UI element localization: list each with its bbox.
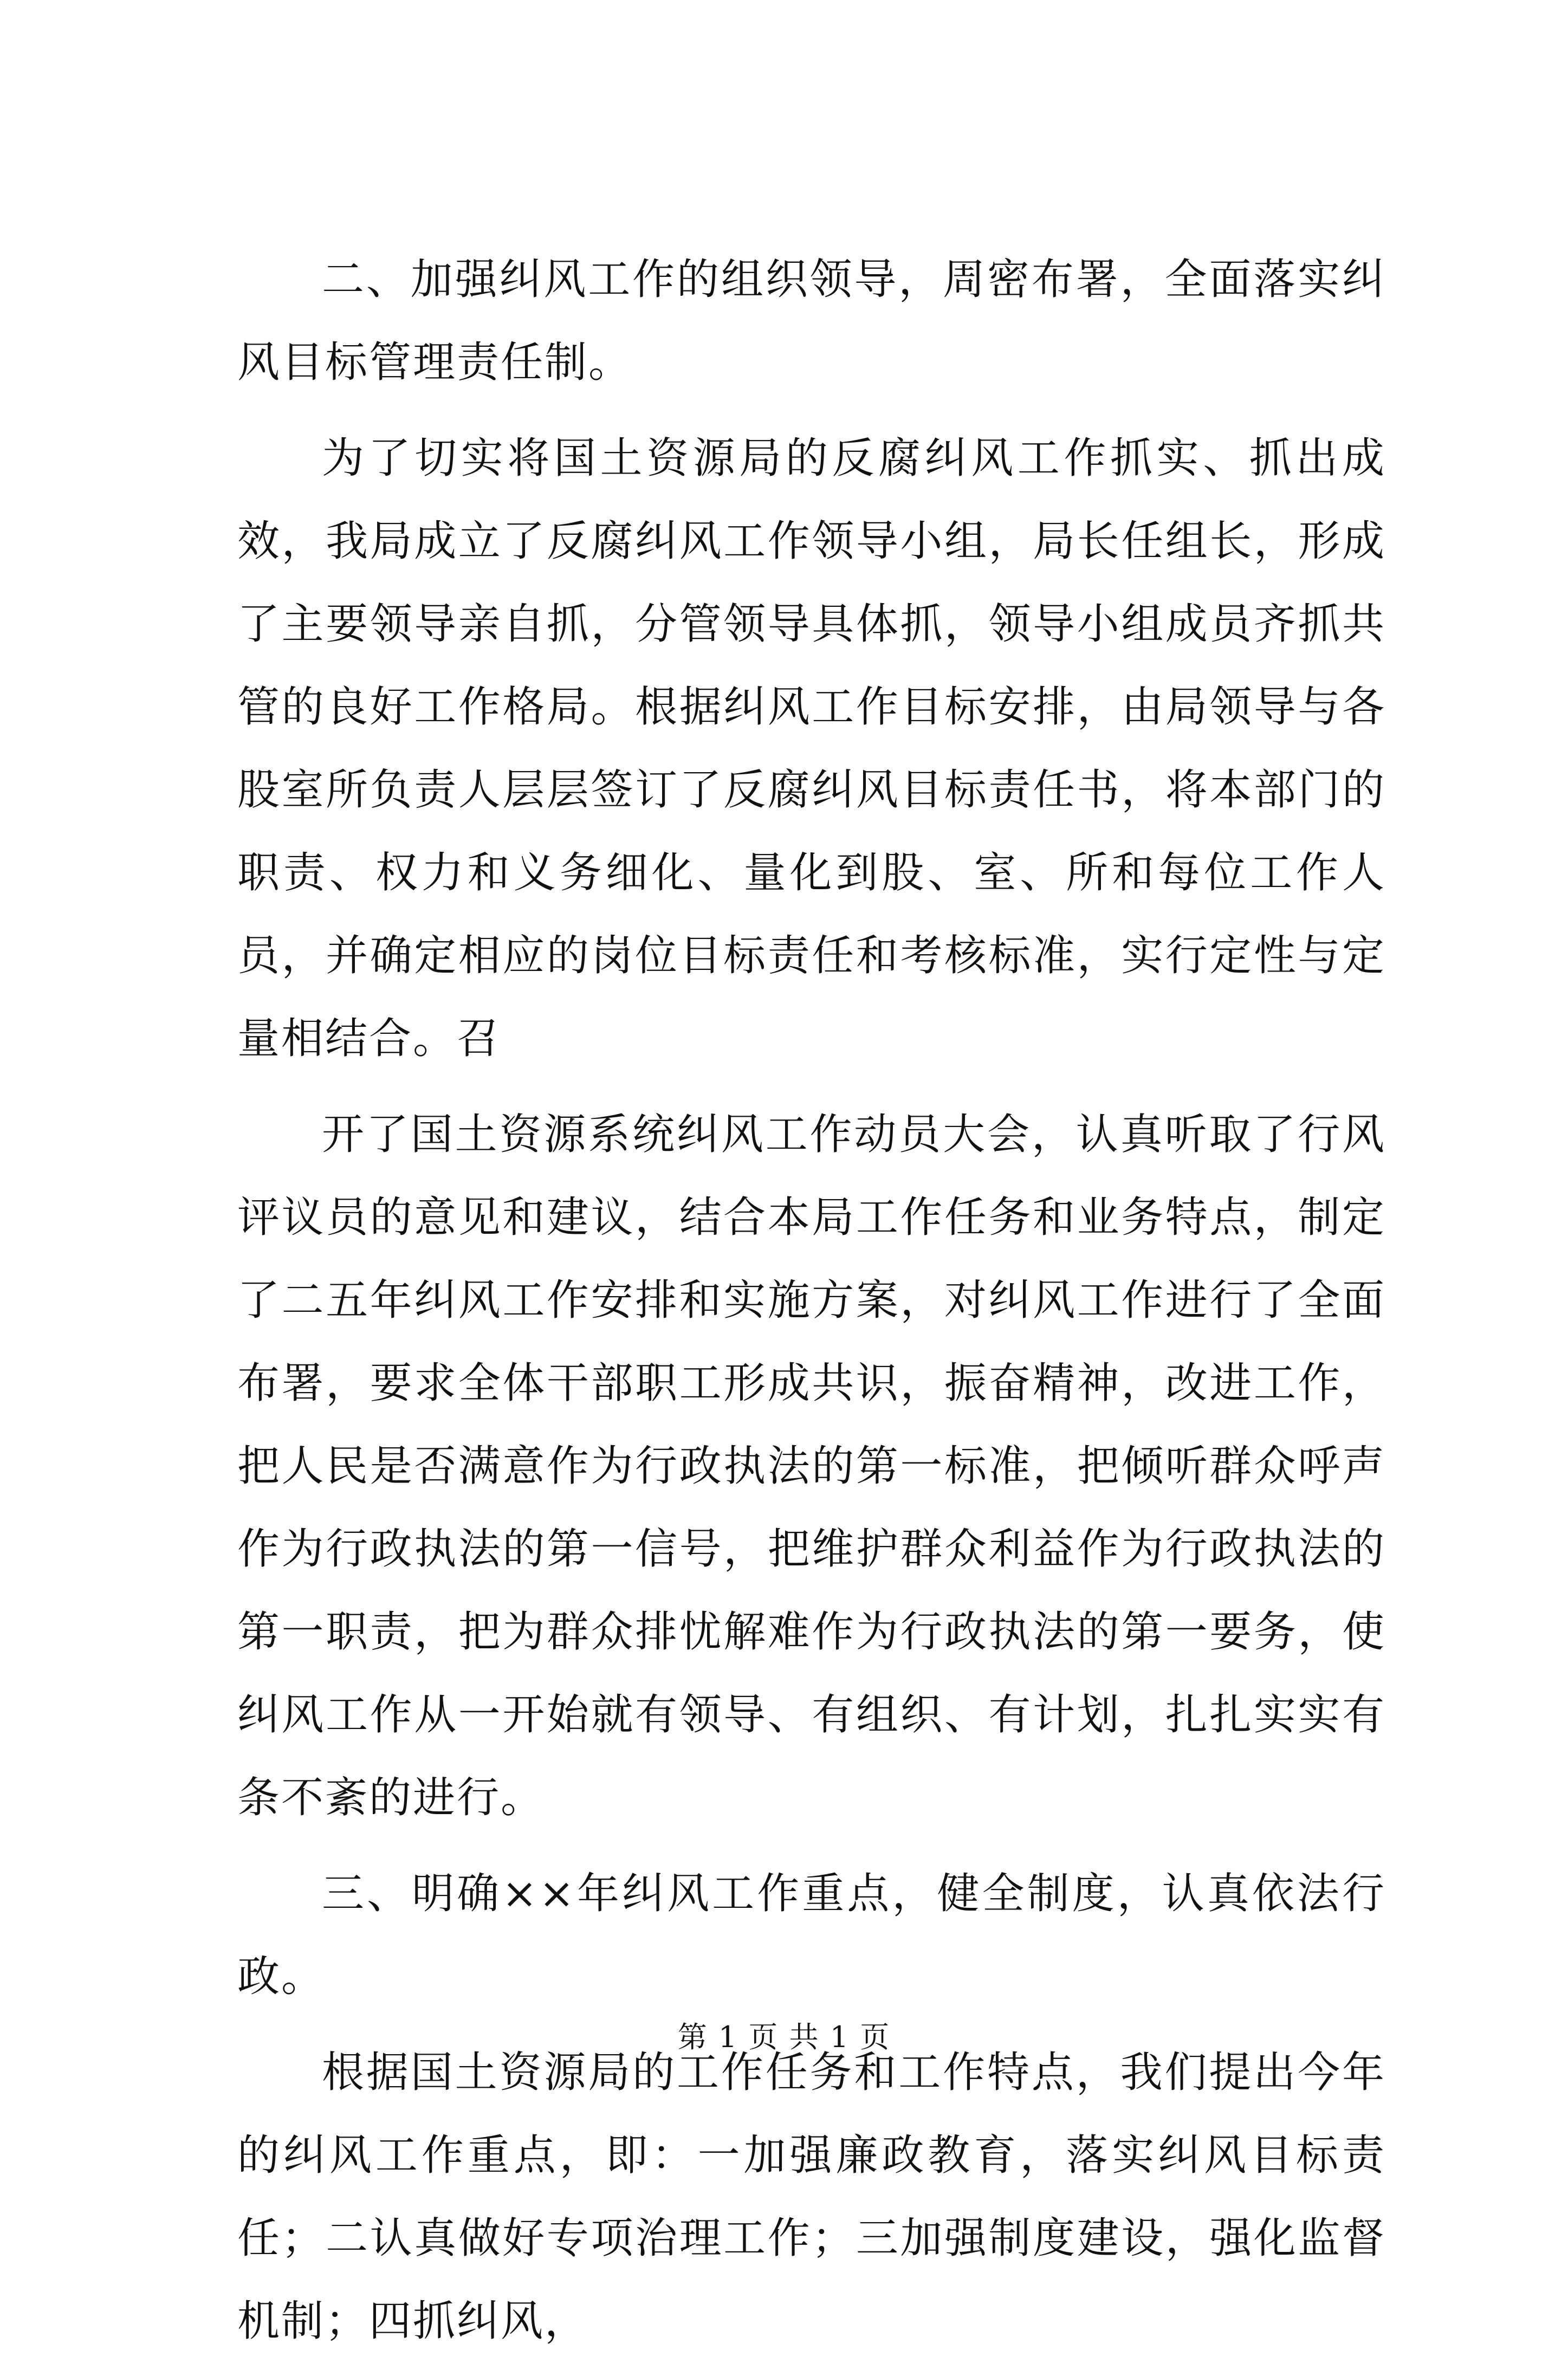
page-number-footer: 第 1 页 共 1 页 <box>677 2020 891 2054</box>
paragraph-leadership-group: 为了切实将国土资源局的反腐纠风工作抓实、抓出成效，我局成立了反腐纠风工作领导小组，局长任组长，形成了主要领导亲自抓，分管领导具体抓，领导小组成员齐抓共管的良好工作格局。根据纠风工作目标安排，由局领导与各股室所负责人层层签订了反腐纠风目标责任书，将本部门的职责、权力和义务细化、量化到股、室、所和每位工作人员，并确定相应的岗位目标责任和考核标准，实行定性与定量相结合。召 <box>237 434 1386 1063</box>
paragraph-mobilization-meeting: 开了国土资源系统纠风工作动员大会，认真听取了行风评议员的意见和建议，结合本局工作任务和业务特点，制定了二五年纠风工作安排和实施方案，对纠风工作进行了全面布署，要求全体干部职工形成共识，振奋精神，改进工作，把人民是否满意作为行政执法的第一标准，把倾听群众呼声作为行政执法的第一信号，把维护群众利益作为行政执法的第一职责，把为群众排忧解难作为行政执法的第一要务，使纠风工作从一开始就有领导、有组织、有计划，扎扎实实有条不紊的进行。 <box>237 1110 1386 1822</box>
paragraph-work-priorities: 根据国土资源局的工作任务和工作特点，我们提出今年的纠风工作重点，即：一加强廉政教育，落实纠风目标责任；二认真做好专项治理工作；三加强制度建设，强化监督机制；四抓纠风， <box>237 2048 1386 2346</box>
paragraph-section-three-heading: 三、明确××年纠风工作重点，健全制度，认真依法行政。 <box>237 1869 1386 2001</box>
paragraph-section-two-heading: 二、加强纠风工作的组织领导，周密布署，全面落实纠风目标管理责任制。 <box>237 255 1386 387</box>
